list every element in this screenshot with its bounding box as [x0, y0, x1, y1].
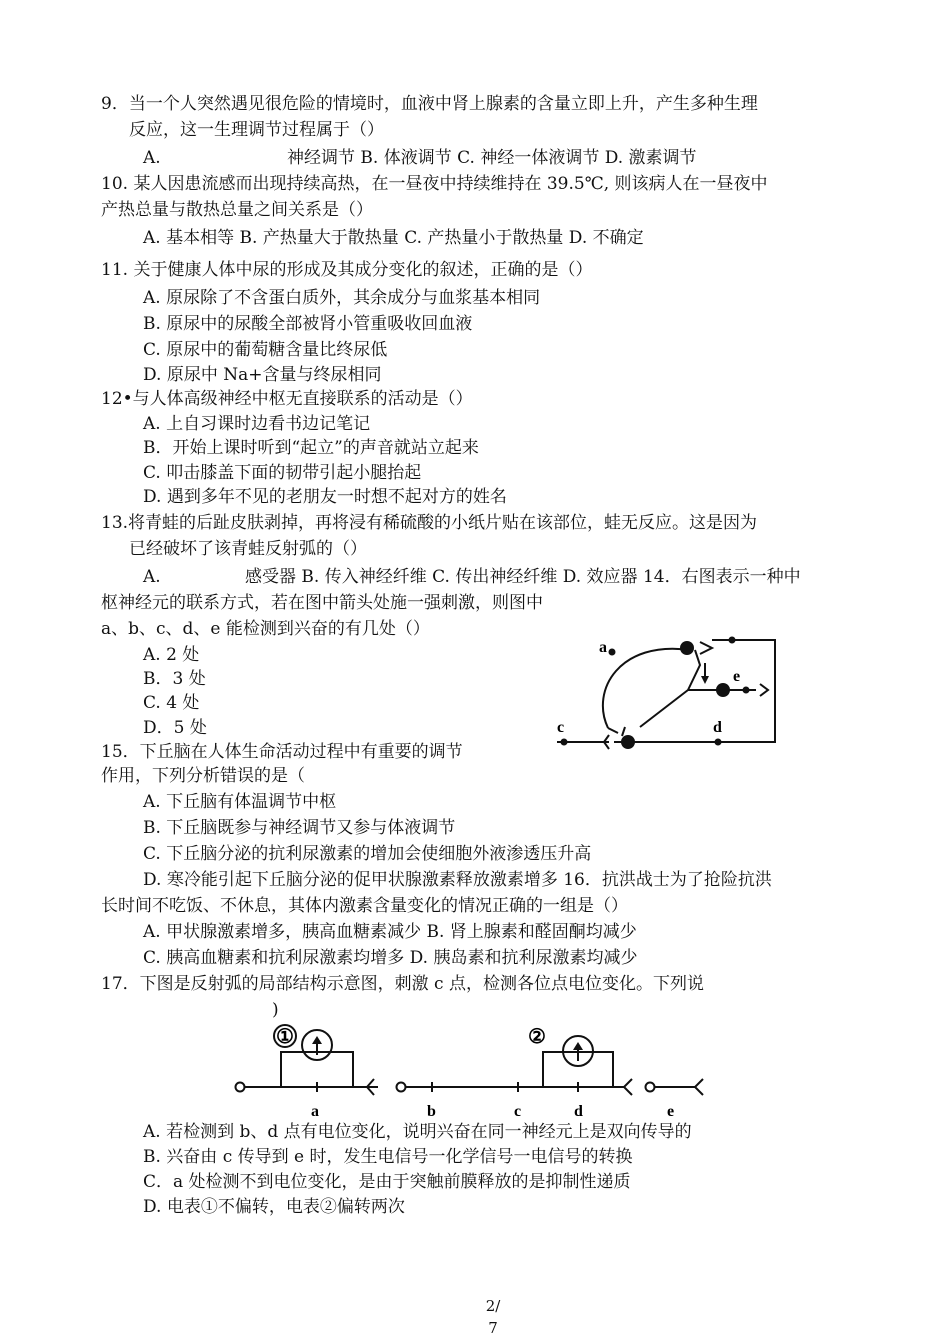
- fig14-label-e: e: [733, 668, 741, 685]
- fig17-meter2-label: ②: [528, 1026, 546, 1048]
- q17-option-d: D. 电表①不偏转，电表②偏转两次: [143, 1197, 405, 1217]
- q14-stem-cont2: a、b、c、d、e 能检测到兴奋的有几处（）: [101, 619, 430, 639]
- q10-stem: 10. 某人因患流感而出现持续高热，在一昼夜中持续维持在 39.5℃, 则该病人在一昼夜中: [101, 174, 768, 194]
- fig14-label-a: a: [599, 639, 607, 656]
- q15-stem-cont: 作用，下列分析错误的是（: [101, 766, 305, 786]
- q11-option-b: B. 原尿中的尿酸全部被肾小管重吸收回血液: [143, 314, 473, 334]
- q9-stem: 9．当一个人突然遇见很危险的情境时，血液中肾上腺素的含量立即上升，产生多种生理: [101, 94, 758, 114]
- q17-option-a: A. 若检测到 b、d 点有电位变化，说明兴奋在同一神经元上是双向传导的: [143, 1122, 692, 1142]
- q13-stem: 13.将青蛙的后趾皮肤剥掉，再将浸有稀硫酸的小纸片贴在该部位，蛙无反应。这是因为: [101, 513, 758, 533]
- q10-options: A. 基本相等 B. 产热量大于散热量 C. 产热量小于散热量 D. 不确定: [143, 228, 644, 248]
- q15-stem: 15．下丘脑在人体生命活动过程中有重要的调节: [101, 742, 463, 762]
- q11-option-c: C. 原尿中的葡萄糖含量比终尿低: [143, 340, 388, 360]
- q11-option-a: A. 原尿除了不含蛋白质外，其余成分与血浆基本相同: [143, 288, 541, 308]
- fig17-label-d: d: [574, 1103, 583, 1120]
- q15-option-c: C. 下丘脑分泌的抗利尿激素的增加会使细胞外液渗透压升高: [143, 844, 592, 864]
- fig14-label-c: c: [557, 719, 565, 736]
- fig17-meter1-label: ①: [276, 1026, 294, 1048]
- q14-neuron-diagram: [540, 628, 785, 758]
- q14-option-b: B．3 处: [143, 669, 206, 689]
- fig17-label-b: b: [427, 1103, 436, 1120]
- q14-option-c: C. 4 处: [143, 693, 200, 713]
- q17-option-c: C．a 处检测不到电位变化，是由于突触前膜释放的是抑制性递质: [143, 1172, 631, 1192]
- q12-option-b: B．开始上课时听到“起立”的声音就站立起来: [143, 438, 479, 458]
- fig17-label-a: a: [311, 1103, 319, 1120]
- q14-option-a: A. 2 处: [143, 645, 200, 665]
- q11-stem: 11. 关于健康人体中尿的形成及其成分变化的叙述，正确的是（）: [101, 260, 593, 280]
- q14-option-d: D．5 处: [143, 718, 207, 738]
- q17-option-b: B. 兴奋由 c 传导到 e 时，发生电信号一化学信号一电信号的转换: [143, 1147, 633, 1167]
- q12-stem: 12•与人体高级神经中枢无直接联系的活动是（）: [101, 389, 473, 409]
- q12-option-d: D. 遇到多年不见的老朋友一时想不起对方的姓名: [143, 487, 507, 507]
- q17-stem: 17．下图是反射弧的局部结构示意图，刺激 c 点，检测各位点电位变化。下列说: [101, 974, 704, 994]
- q9-stem-cont: 反应，这一生理调节过程属于（）: [129, 120, 384, 140]
- fig14-label-d: d: [713, 719, 722, 736]
- q17-stem-cont: ): [272, 1000, 279, 1020]
- q13-option-a-label: A.: [143, 567, 161, 587]
- q16-stem-cont: 长时间不吃饭、不休息，其体内激素含量变化的情况正确的一组是（）: [101, 896, 628, 916]
- q13-options-q14-stem: 感受器 B. 传入神经纤维 C. 传出神经纤维 D. 效应器 14．右图表示一种中: [245, 567, 801, 587]
- q13-stem-cont: 已经破坏了该青蛙反射弧的（）: [129, 539, 367, 559]
- q15-option-a: A. 下丘脑有体温调节中枢: [143, 792, 337, 812]
- q16-options-ab: A. 甲状腺激素增多，胰高血糖素减少 B. 肾上腺素和醛固酮均减少: [143, 922, 637, 942]
- q12-option-a: A. 上自习课时边看书边记笔记: [143, 414, 371, 434]
- q9-option-a-label: A.: [143, 148, 161, 168]
- q17-reflex-arc-diagram: [228, 1018, 718, 1120]
- page-number-bottom: 7: [488, 1319, 498, 1337]
- q15-option-d-q16-stem: D. 寒冷能引起下丘脑分泌的促甲状腺激素释放激素增多 16．抗洪战士为了抢险抗洪: [143, 870, 772, 890]
- q10-stem-cont: 产热总量与散热总量之间关系是（）: [101, 200, 373, 220]
- q12-option-c: C. 叩击膝盖下面的韧带引起小腿抬起: [143, 463, 422, 483]
- q15-option-b: B. 下丘脑既参与神经调节又参与体液调节: [143, 818, 456, 838]
- q11-option-d: D. 原尿中 Na+含量与终尿相同: [143, 365, 382, 385]
- q14-stem-cont: 枢神经元的联系方式，若在图中箭头处施一强刺激，则图中: [101, 593, 543, 613]
- page-number-top: 2/: [485, 1297, 501, 1315]
- q16-options-cd: C. 胰高血糖素和抗利尿激素均增多 D. 胰岛素和抗利尿激素均减少: [143, 948, 638, 968]
- fig17-label-c: c: [514, 1103, 522, 1120]
- q9-options: 神经调节 B. 体液调节 C. 神经一体液调节 D. 激素调节: [287, 148, 697, 168]
- fig17-label-e: e: [667, 1103, 675, 1120]
